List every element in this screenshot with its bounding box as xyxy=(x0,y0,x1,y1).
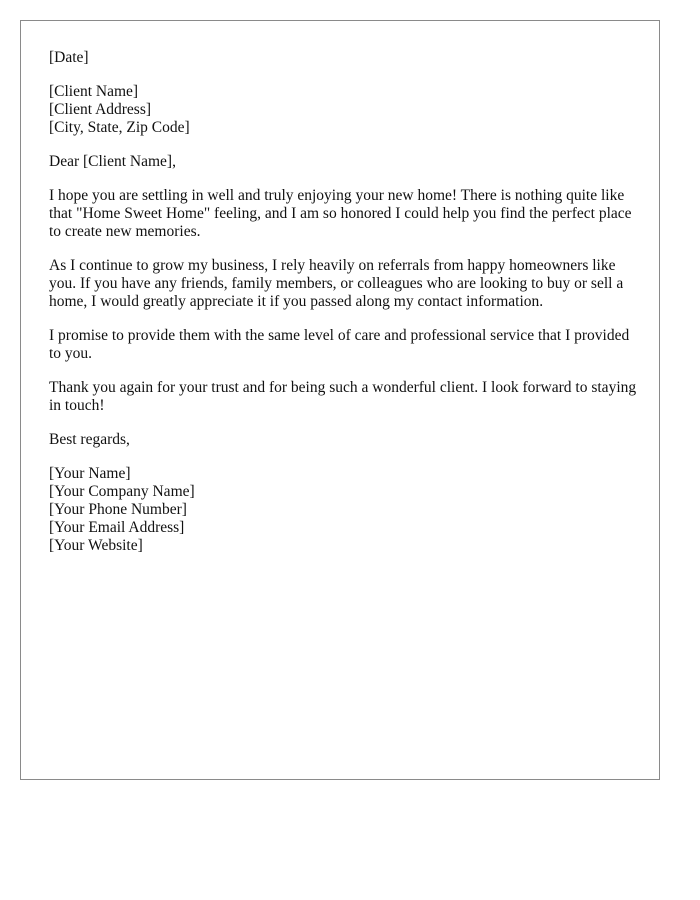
signature-website: [Your Website] xyxy=(49,537,143,554)
salutation-block xyxy=(49,153,639,171)
letter-body xyxy=(49,49,639,571)
signature-phone: [Your Phone Number] xyxy=(49,501,187,518)
closing: Best regards, xyxy=(49,431,130,448)
signature-name: [Your Name] xyxy=(49,465,131,482)
signature-email: [Your Email Address] xyxy=(49,519,185,536)
body-paragraph-4: Thank you again for your trust and for being such a wonderful client. I look forward to staying in touch! xyxy=(49,379,637,414)
letter-date: [Date] xyxy=(49,49,89,66)
salutation: Dear [Client Name], xyxy=(49,153,176,170)
signature-block xyxy=(49,465,639,555)
recipient-address-block xyxy=(49,83,639,137)
recipient-city-state-zip: [City, State, Zip Code] xyxy=(49,119,190,136)
signature-company: [Your Company Name] xyxy=(49,483,195,500)
recipient-address: [Client Address] xyxy=(49,101,152,118)
body-paragraph-2: As I continue to grow my business, I rely heavily on referrals from happy homeowners like you. If you have any friends, family members, or colleagues who are looking to buy or sell a home, I would greatly appreciate it if you passed along my contact information. xyxy=(49,257,624,310)
date-block xyxy=(49,49,639,67)
closing-block xyxy=(49,431,639,449)
body-paragraph-3: I promise to provide them with the same level of care and professional service that I provided to you. xyxy=(49,327,630,362)
body-paragraph-1: I hope you are settling in well and truly enjoying your new home! There is nothing quite like that "Home Sweet Home" feeling, and I am so honored I could help you find the perfect place to create new memories. xyxy=(49,187,632,240)
recipient-name: [Client Name] xyxy=(49,83,139,100)
letter-page xyxy=(20,20,660,780)
